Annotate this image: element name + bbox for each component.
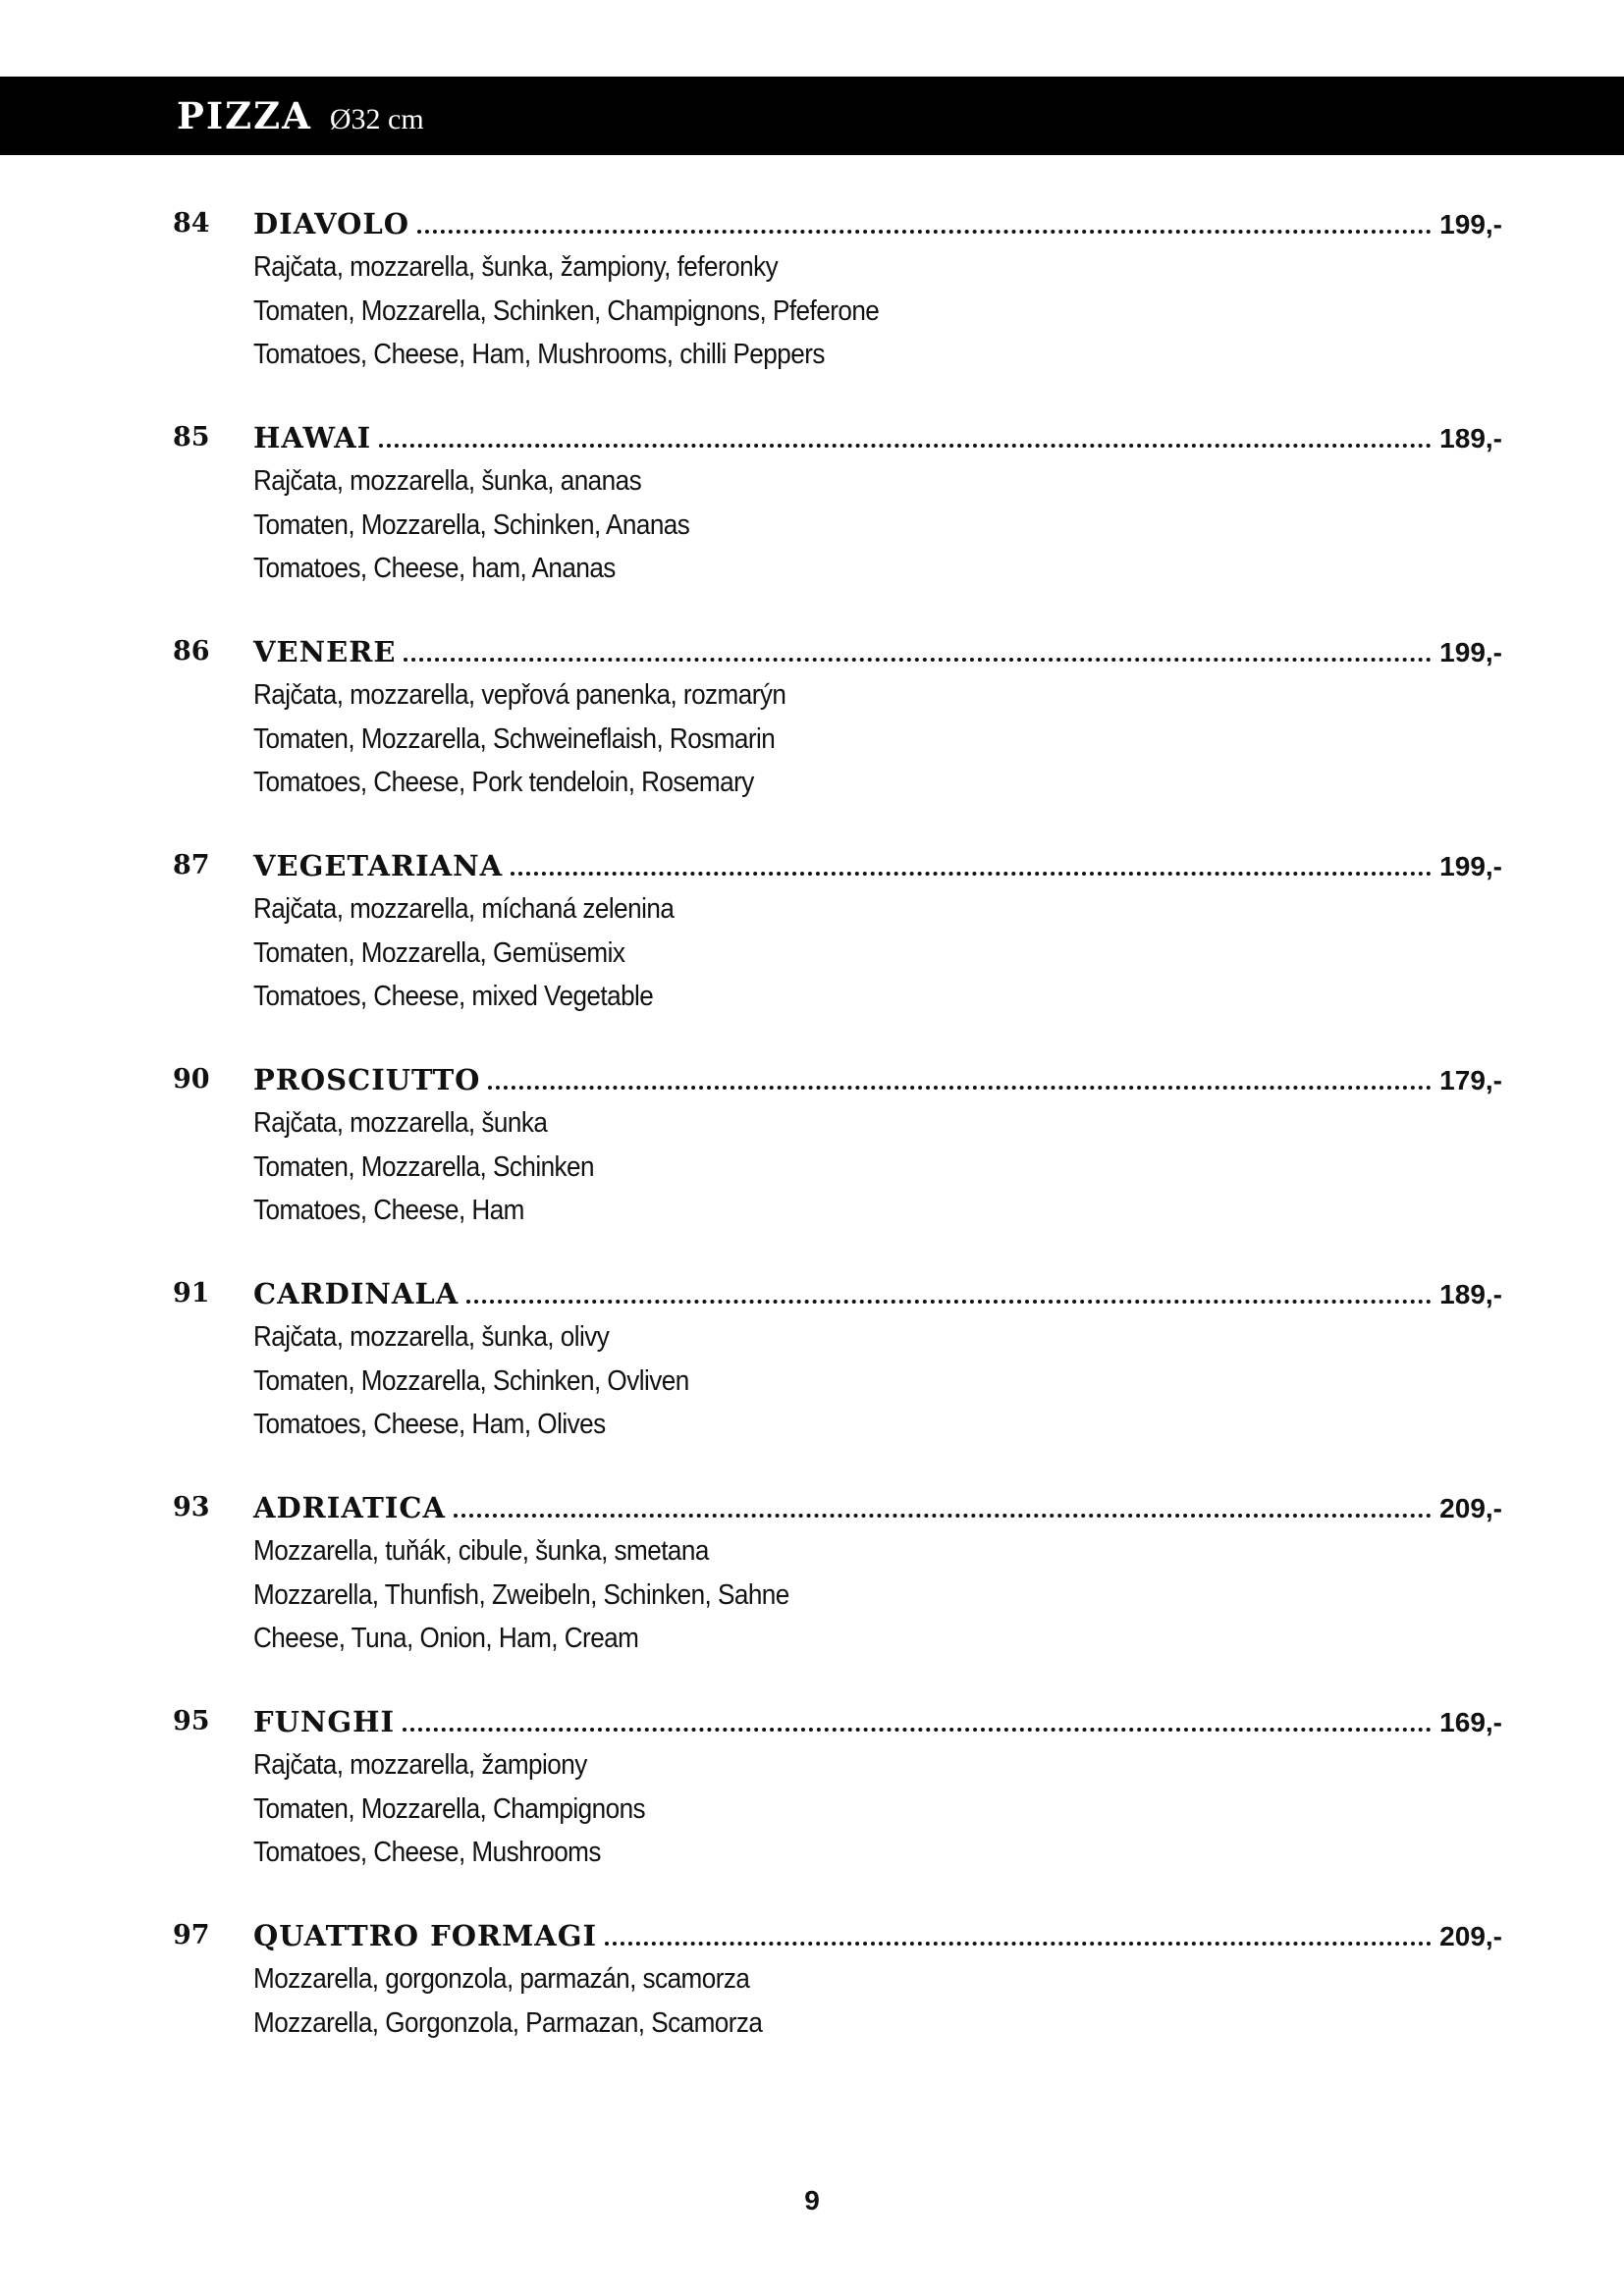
item-name: CARDINALA — [253, 1277, 460, 1310]
item-number: 95 — [173, 1706, 210, 1736]
dot-leader — [417, 230, 1432, 234]
item-price: 189,- — [1439, 1279, 1502, 1309]
item-name: QUATTRO FORMAGI — [253, 1919, 598, 1952]
item-desc-de: Tomaten, Mozzarella, Schinken, Champignons, Pfeferone — [253, 294, 880, 327]
item-name: DIAVOLO — [253, 207, 410, 240]
item-desc-cz: Mozzarella, gorgonzola, parmazán, scamorza — [253, 1963, 750, 1995]
page-number: 9 — [804, 2185, 820, 2216]
item-desc-cz: Rajčata, mozzarella, šunka, ananas — [253, 465, 642, 497]
item-desc-de: Tomaten, Mozzarella, Schweineflaish, Rosmarin — [253, 722, 776, 755]
item-name: PROSCIUTTO — [253, 1063, 481, 1096]
section-title-text: PIZZA — [177, 94, 312, 137]
item-desc-cz: Rajčata, mozzarella, vepřová panenka, rozmarýn — [253, 679, 786, 711]
item-desc-de: Tomaten, Mozzarella, Schinken — [253, 1150, 595, 1183]
menu-item — [0, 1914, 1624, 2045]
menu-item — [0, 630, 1624, 805]
item-desc-de: Tomaten, Mozzarella, Champignons — [253, 1792, 646, 1825]
item-desc-de: Mozzarella, Gorgonzola, Parmazan, Scamorza — [253, 2006, 763, 2039]
item-price: 199,- — [1439, 209, 1502, 240]
item-desc-de: Mozzarella, Thunfish, Zweibeln, Schinken, Sahne — [253, 1578, 789, 1611]
item-desc-en: Tomatoes, Cheese, Mushrooms — [253, 1837, 601, 1868]
menu-item — [0, 1486, 1624, 1661]
item-desc-cz: Rajčata, mozzarella, šunka — [253, 1107, 548, 1139]
item-desc-cz: Rajčata, mozzarella, žampiony — [253, 1749, 587, 1781]
item-number: 97 — [173, 1920, 210, 1950]
item-desc-en: Cheese, Tuna, Onion, Ham, Cream — [253, 1623, 639, 1654]
item-desc-en: Tomatoes, Cheese, ham, Ananas — [253, 553, 616, 584]
item-name: FUNGHI — [253, 1705, 396, 1738]
item-name: VEGETARIANA — [253, 849, 504, 882]
item-price: 199,- — [1439, 637, 1502, 667]
item-desc-cz: Rajčata, mozzarella, šunka, olivy — [253, 1321, 610, 1353]
item-desc-en: Tomatoes, Cheese, mixed Vegetable — [253, 981, 654, 1012]
item-desc-cz: Rajčata, mozzarella, míchaná zelenina — [253, 893, 675, 925]
item-desc-en: Tomatoes, Cheese, Ham, Mushrooms, chilli Peppers — [253, 339, 825, 370]
dot-leader — [404, 658, 1432, 662]
dot-leader — [511, 872, 1432, 876]
dot-leader — [488, 1086, 1432, 1090]
section-title — [177, 94, 424, 139]
menu-item — [0, 1058, 1624, 1233]
item-desc-cz: Mozzarella, tuňák, cibule, šunka, smetana — [253, 1535, 709, 1567]
item-number: 90 — [173, 1064, 210, 1095]
item-desc-en: Tomatoes, Cheese, Ham — [253, 1195, 524, 1226]
item-name: VENERE — [253, 635, 397, 668]
dot-leader — [403, 1728, 1432, 1732]
dot-leader — [466, 1300, 1432, 1304]
dot-leader — [605, 1942, 1432, 1946]
item-price: 209,- — [1439, 1921, 1502, 1951]
item-price: 169,- — [1439, 1707, 1502, 1737]
item-desc-de: Tomaten, Mozzarella, Schinken, Ananas — [253, 508, 690, 541]
menu-item — [0, 1700, 1624, 1875]
item-number: 93 — [173, 1492, 210, 1522]
pizza-size: Ø32 cm — [329, 103, 424, 135]
menu-item — [0, 416, 1624, 591]
menu-item — [0, 1272, 1624, 1447]
item-number: 84 — [173, 208, 210, 239]
item-desc-en: Tomatoes, Cheese, Pork tendeloin, Rosemary — [253, 767, 754, 798]
item-number: 85 — [173, 422, 210, 453]
item-number: 91 — [173, 1278, 210, 1308]
dot-leader — [379, 444, 1432, 448]
item-number: 87 — [173, 850, 210, 881]
item-desc-de: Tomaten, Mozzarella, Schinken, Ovliven — [253, 1364, 689, 1397]
item-price: 179,- — [1439, 1065, 1502, 1095]
item-name: ADRIATICA — [253, 1491, 446, 1524]
item-price: 209,- — [1439, 1493, 1502, 1523]
menu-item — [0, 202, 1624, 377]
item-desc-de: Tomaten, Mozzarella, Gemüsemix — [253, 936, 625, 969]
item-number: 86 — [173, 636, 210, 667]
menu-item — [0, 844, 1624, 1019]
item-price: 199,- — [1439, 851, 1502, 881]
item-price: 189,- — [1439, 423, 1502, 454]
item-desc-en: Tomatoes, Cheese, Ham, Olives — [253, 1409, 606, 1440]
item-name: HAWAI — [253, 421, 372, 454]
item-desc-cz: Rajčata, mozzarella, šunka, žampiony, feferonky — [253, 251, 779, 283]
dot-leader — [454, 1514, 1432, 1518]
